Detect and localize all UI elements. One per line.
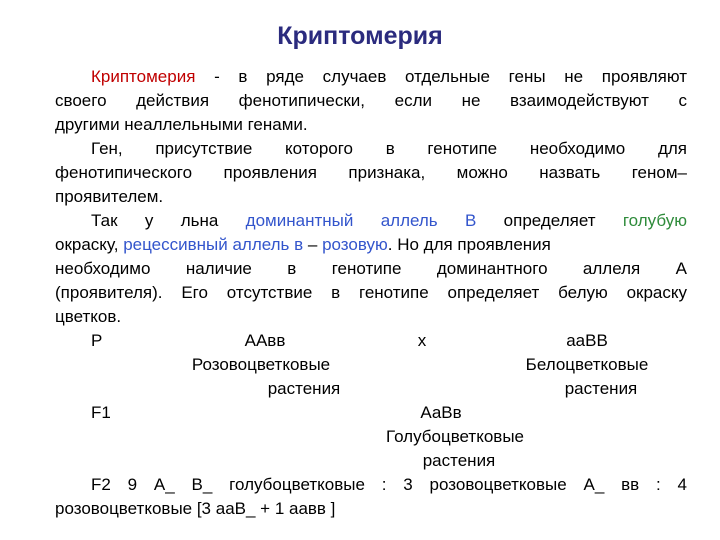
parent-1-phenotype-cont: растения — [267, 379, 341, 398]
page-title: Криптомерия — [277, 22, 443, 50]
dash: – — [303, 235, 323, 254]
document-body — [55, 65, 687, 521]
text-fragment: окраску, — [55, 235, 124, 254]
cross-symbol: х — [417, 331, 427, 350]
f1-phenotype-cont: растения — [422, 451, 496, 470]
definition-line-1 — [55, 65, 687, 89]
f1-genotype: АаВв — [420, 403, 462, 422]
definition-line-3: другими неаллельными генами. — [55, 115, 308, 134]
pink-color-word: розовую — [322, 235, 388, 254]
f1-label: F1 — [91, 403, 111, 422]
parent-2-phenotype-cont: растения — [564, 379, 638, 398]
gene-paragraph-line-3: проявителем. — [55, 187, 164, 206]
flax-paragraph-line-4: (проявителя). Его отсутствие в генотипе определяет белую окраску — [55, 283, 687, 302]
flax-paragraph-line-2 — [55, 233, 687, 257]
f1-row — [55, 401, 687, 425]
text-fragment: определяет — [476, 211, 623, 230]
recessive-allele: рецессивный аллель в — [123, 235, 304, 254]
f2-line-1: F2 9 А_ В_ голубоцветковые : 3 розовоцветковые А_ вв : 4 — [91, 475, 687, 494]
flax-paragraph-line-1 — [55, 209, 687, 233]
flax-paragraph-line-5: цветков. — [55, 307, 122, 326]
p-label: Р — [91, 331, 103, 350]
gene-paragraph-line-2: фенотипического проявления признака, можно назвать геном– — [55, 163, 687, 182]
cross-parents-row — [55, 329, 687, 353]
f1-phenotype-row-2 — [55, 449, 687, 473]
f2-line-2: розовоцветковые [3 ааВ_ + 1 аавв ] — [55, 499, 336, 518]
gene-paragraph-line-1: Ген, присутствие которого в генотипе необходимо для — [91, 139, 687, 158]
dominant-allele: доминантный аллель В — [245, 211, 477, 230]
parent-1-phenotype: Розовоцветковые — [191, 355, 331, 374]
cross-phenotypes-row-2 — [55, 377, 687, 401]
f1-phenotype: Голубоцветковые — [386, 427, 524, 446]
parent-2-phenotype: Белоцветковые — [525, 355, 649, 374]
term-cryptomeria: Криптомерия — [91, 67, 196, 86]
parent-2-genotype: ааВВ — [566, 331, 608, 350]
definition-line-2: своего действия фенотипически, если не взаимодействуют с — [55, 91, 687, 110]
parent-1-genotype: ААвв — [244, 331, 286, 350]
text-fragment: . Но для проявления — [387, 235, 551, 254]
cross-phenotypes-row — [55, 353, 687, 377]
blue-color-word: голубую — [622, 211, 687, 230]
text-fragment: Так у льна — [91, 211, 246, 230]
flax-paragraph-line-3: необходимо наличие в генотипе доминантного аллеля А — [55, 259, 687, 278]
f1-phenotype-row — [55, 425, 687, 449]
definition-text: - в ряде случаев отдельные гены не проявляют — [195, 67, 687, 86]
